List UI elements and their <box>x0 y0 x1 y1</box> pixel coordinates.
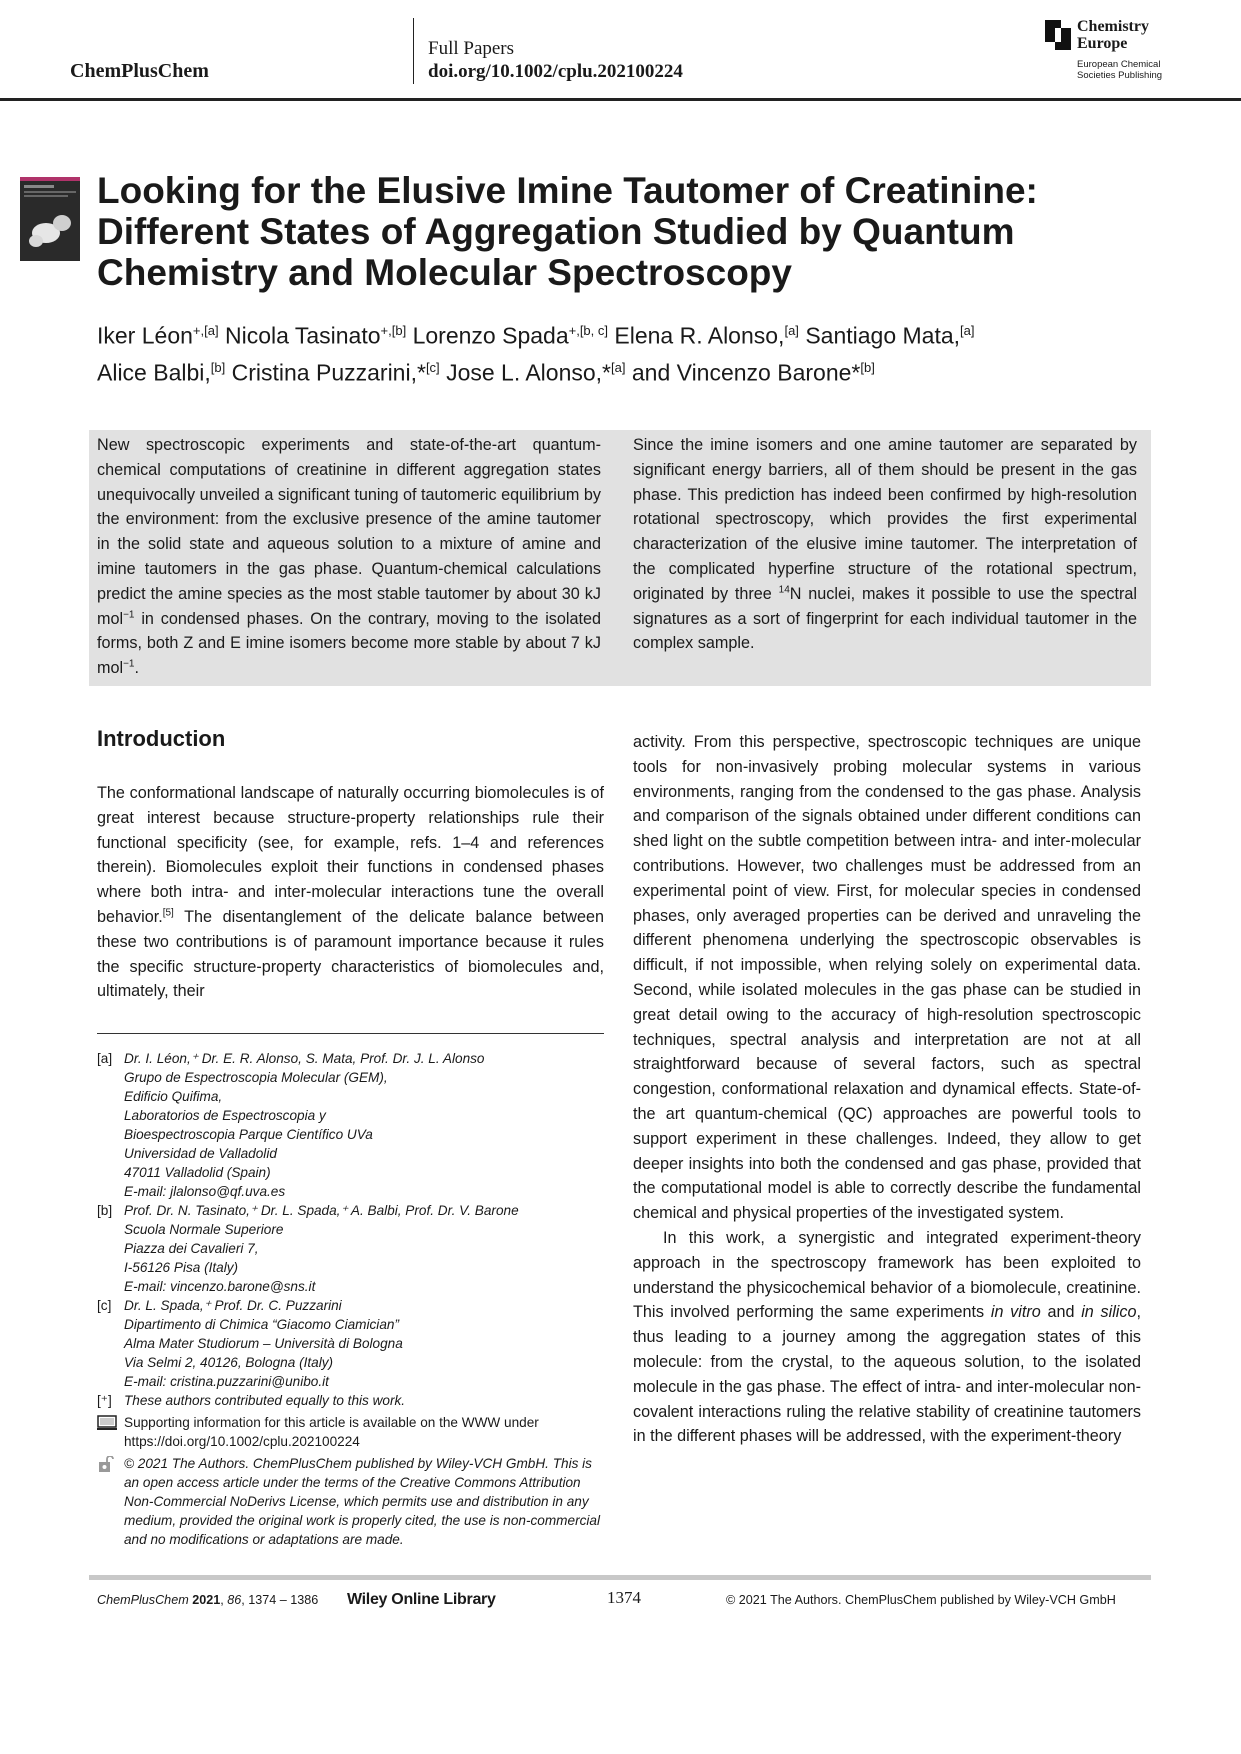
intro-right-column <box>633 730 1141 1449</box>
chemistry-europe-logo-icon <box>1045 20 1071 50</box>
abstract-box <box>89 430 1151 686</box>
reference-link[interactable]: [5] <box>162 907 174 919</box>
wiley-online-library-link[interactable]: Wiley Online Library <box>347 1591 496 1608</box>
footnote-divider <box>97 1033 604 1034</box>
intro-paragraph: In this work, a synergistic and integrated experiment-theory approach in the spectroscopy framework has been exploited to understand the physicochemical behavior of a biomolecule, creatinine. This involved performing the same experiments in vitro and in silico, thus leading to a journey among the aggregation states of this molecule: from the crystal, to the aqueous solution, to the isolated molecule in the gas phase. The effect of intra- and inter-molecular non-covalent interactions ruling the relative stability of creatinine tautomers in the different phases will be addressed, with the experiment-theory <box>633 1228 1141 1446</box>
equal-contribution-note: [⁺] These authors contributed equally to this work. <box>97 1393 406 1408</box>
supporting-info-link[interactable]: Supporting information for this article is available on the WWW under https://doi.org/10.1002/cplu.202100224 <box>124 1415 539 1449</box>
affiliation-c: [c] Dr. L. Spada,⁺ Prof. Dr. C. Puzzarini Dipartimento di Chimica “Giacomo Ciamician” Alma Mater Studiorum – Università di Bologna Via Selmi 2, 40126, Bologna (Italy) E-mail: cristina.puzzarini@unibo.it <box>97 1296 604 1391</box>
intro-paragraph: activity. From this perspective, spectroscopic techniques are unique tools for non-invasively probing molecular systems in various environments, ranging from the condensed to the gas phase. Analysis and comparison of the signals obtained under different conditions can shed light on the subtle competition between intra- and inter-molecular contributions. However, two challenges must be addressed from an experimental point of view. First, for molecular species in condensed phases, only averaged properties can be derived and unraveling the different phenomena underlying the spectroscopic observables is difficult, if not impossible, when relying solely on experimental data. Second, while isolated molecules in the gas phase can be studied in great detail owing to the accuracy of high-resolution spectroscopic techniques, spectral analysis and interpretation are not at all straightforward because of several factors, such as spectral congestion, conformational relaxation and dynamical effects. State-of-the art quantum-chemical (QC) approaches are powerful tools to support experiment in these challenges. Indeed, they allow to get deeper insights into both the condensed and gas phase, provided that the computational model is able to correctly describe the fundamental chemical and physical properties of the investigated system. <box>633 733 1141 1223</box>
journal-cover-thumbnail[interactable] <box>20 177 80 261</box>
article-title: Looking for the Elusive Imine Tautomer of Creatinine: Different States of Aggregation Studied by Quantum Chemistry and Molecular Spectroscopy <box>97 170 1038 293</box>
open-access-note: © 2021 The Authors. ChemPlusChem published by Wiley-VCH GmbH. This is an open access article under the terms of the Creative Commons Attribution Non-Commercial NoDerivs License, which permits use and distribution in any medium, provided the original work is properly cited, the use is non-commercial and no modifications or adaptations are made. <box>97 1454 604 1549</box>
chemistry-europe-logo[interactable] <box>1045 18 1175 80</box>
abstract-right-column: Since the imine isomers and one amine tautomer are separated by significant energy barriers, all of them should be present in the gas phase. This prediction has indeed been confirmed by high-resolution rotational spectroscopy, which provides the first experimental characterization of the elusive imine tautomer. The interpretation of the complicated hyperfine structure of the rotational spectrum, originated by three $^{14}$N nuclei, makes it possible to use the spectral signatures as a sort of fingerprint for each individual tautomer in the complex sample. <box>633 436 1137 653</box>
section-label: Full Papers <box>428 38 515 59</box>
email-link[interactable]: E-mail: jlalonso@qf.uva.es <box>124 1184 286 1199</box>
header-rule <box>0 98 1241 101</box>
affiliation-b: [b] Prof. Dr. N. Tasinato,⁺ Dr. L. Spada,⁺ A. Balbi, Prof. Dr. V. Barone Scuola Normale Superiore Piazza dei Cavalieri 7, I-56126 Pisa (Italy) E-mail: vincenzo.barone@sns.it <box>97 1201 604 1296</box>
footer-rule <box>89 1575 1151 1580</box>
logo-subtitle: European Chemical Societies Publishing <box>1077 59 1163 81</box>
footer-citation: ChemPlusChem 2021, 86, 1374 – 1386 <box>97 1593 319 1607</box>
journal-name: ChemPlusChem <box>70 60 209 82</box>
open-access-lock-icon <box>97 1456 117 1472</box>
email-link[interactable]: E-mail: vincenzo.barone@sns.it <box>124 1279 316 1294</box>
introduction-heading: Introduction <box>97 726 226 751</box>
affiliation-a: [a] Dr. I. Léon,⁺ Dr. E. R. Alonso, S. Mata, Prof. Dr. J. L. Alonso Grupo de Espectroscopia Molecular (GEM), Edificio Quifima, Laboratorios de Espectroscopia y Bioespectroscopia Parque Científico UVa Universidad de Valladolid 47011 Valladolid (Spain) E-mail: jlalonso@qf.uva.es <box>97 1049 604 1201</box>
abstract-left-column: New spectroscopic experiments and state-of-the-art quantum-chemical computations of creatinine in different aggregation states unequivocally unveiled a significant tuning of tautomeric equilibrium by the environment: from the exclusive presence of the amine tautomer in the solid state and aqueous solution to a mixture of amine and imine tautomers in the gas phase. Quantum-chemical calculations predict the amine species as the most stable tautomer by about 30 kJ mol$^{-1}$ in condensed phases. On the contrary, moving to the isolated forms, both Z and E imine isomers become more stable by about 7 kJ mol$^{-1}$. <box>97 436 601 678</box>
supporting-info-note <box>97 1413 604 1451</box>
author-list: Iker Léon$^{+,[a]}$ Nicola Tasinato$^{+,[b]}$ Lorenzo Spada$^{+,[b, c]}$ Elena R. Alonso,[a] Santiago Mata,[a] Alice Balbi,[b] Cristina Puzzarini,*[c] Jose L. Alonso,*[a] and Vincenzo Barone*[b] <box>97 322 975 386</box>
header-divider <box>413 18 414 84</box>
footer-copyright: © 2021 The Authors. ChemPlusChem published by Wiley-VCH GmbH <box>726 1593 1116 1607</box>
computer-icon <box>97 1415 117 1431</box>
logo-title: Chemistry Europe <box>1077 18 1149 52</box>
email-link[interactable]: E-mail: cristina.puzzarini@unibo.it <box>124 1374 329 1389</box>
intro-left-column: The conformational landscape of naturally occurring biomolecules is of great interest because structure-property relationships rule their functional specificity (see, for example, refs. 1–4 and references therein). Biomolecules exploit their functions in condensed phases where both intra- and inter-molecular interactions tune the overall behavior.[5] The disentanglement of the delicate balance between these two contributions is of paramount importance because it rules the specific structure-property characteristics of biomolecules and, ultimately, their <box>97 784 604 1001</box>
page-number: 1374 <box>607 1588 641 1607</box>
affiliation-footnotes <box>97 1049 604 1549</box>
doi-link[interactable]: doi.org/10.1002/cplu.202100224 <box>428 61 683 82</box>
